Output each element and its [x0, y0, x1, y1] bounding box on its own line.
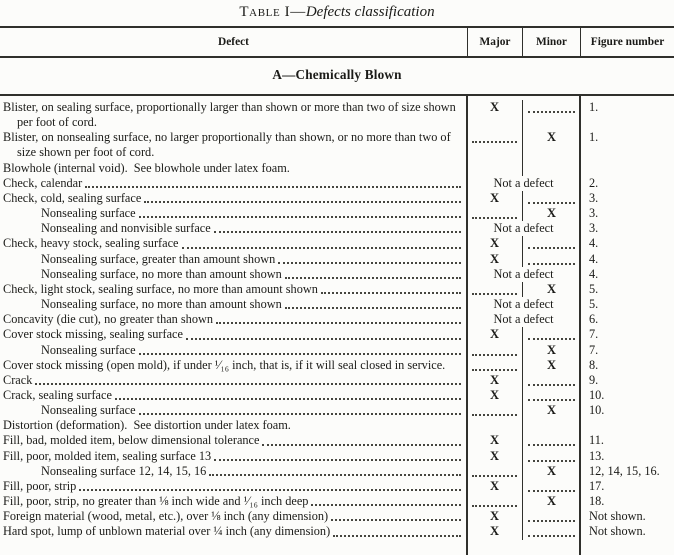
table-row — [0, 161, 674, 176]
defect-cell — [0, 221, 467, 236]
figure-cell: Not shown. — [589, 524, 646, 539]
defect-cell — [0, 282, 467, 297]
table-row — [0, 433, 674, 448]
minor-cell — [522, 191, 580, 206]
table-row — [0, 191, 674, 206]
dotted-leader — [472, 343, 517, 356]
x-mark: X — [489, 372, 500, 387]
x-mark: X — [489, 327, 500, 342]
dotted-leader — [216, 322, 461, 324]
major-cell — [467, 373, 522, 388]
dotted-leader — [528, 100, 575, 113]
table-row — [0, 479, 674, 494]
figure-cell: 2. — [589, 175, 599, 190]
defect-label: Concavity (die cut), no greater than shown — [3, 312, 214, 327]
dotted-leader — [528, 433, 575, 446]
dotted-leader — [144, 201, 461, 203]
defect-label: Cover stock missing, sealing surface — [3, 327, 183, 342]
defect-label: Nonsealing surface — [41, 342, 136, 357]
not-a-defect-cell: Not a defect — [493, 175, 554, 190]
major-cell — [467, 343, 522, 358]
dotted-leader — [472, 464, 517, 477]
figure-cell: 11. — [589, 433, 604, 448]
dotted-leader — [79, 489, 461, 491]
dotted-leader — [333, 535, 461, 537]
x-mark: X — [546, 403, 557, 418]
table-row — [0, 373, 674, 388]
defect-cell — [0, 297, 467, 312]
defect-label: Fill, poor, strip — [3, 478, 77, 493]
dotted-leader — [331, 519, 461, 521]
column-header-defect: Defect — [218, 36, 249, 48]
figure-cell: 4. — [589, 251, 599, 266]
table-row — [0, 312, 674, 327]
minor-cell — [522, 509, 580, 524]
x-mark: X — [546, 130, 557, 145]
figure-cell: 12, 14, 15, 16. — [589, 463, 660, 478]
table-row — [0, 418, 674, 433]
figure-cell: Not shown. — [589, 509, 646, 524]
divider — [0, 56, 674, 58]
major-cell — [467, 464, 522, 479]
dotted-leader — [214, 459, 461, 461]
dotted-leader — [85, 186, 461, 188]
table-row — [0, 343, 674, 358]
defect-label: Fill, poor, strip, no greater than ⅛ inch wide and ¹⁄₁₆ inch deep — [3, 494, 309, 509]
x-mark: X — [489, 190, 500, 205]
major-cell — [467, 282, 522, 297]
defect-cell: Cover stock missing (open mold), if under ¹⁄₁₆ inch, that is, if it will seal closed in service. — [3, 357, 446, 372]
major-cell — [467, 358, 522, 373]
dotted-leader — [528, 388, 575, 401]
defect-label: Fill, bad, molded item, below dimensional tolerance — [3, 433, 260, 448]
figure-cell: 13. — [589, 448, 605, 463]
defect-cell: Blister, on sealing surface, proportionally larger than shown or more than two of size shown per foot of cord. — [3, 100, 459, 130]
x-mark: X — [489, 509, 500, 524]
not-a-defect-cell: Not a defect — [493, 266, 554, 281]
column-header-major: Major — [467, 28, 522, 56]
figure-cell: 9. — [589, 372, 599, 387]
defect-label: Nonsealing surface — [41, 403, 136, 418]
table-row — [0, 236, 674, 251]
not-a-defect-cell: Not a defect — [493, 297, 554, 312]
minor-cell — [522, 433, 580, 448]
table-row — [0, 221, 674, 236]
minor-cell — [522, 524, 580, 539]
minor-cell — [522, 161, 580, 176]
defect-cell — [0, 373, 467, 388]
minor-cell — [522, 358, 580, 373]
major-cell — [467, 418, 522, 433]
defect-cell — [0, 494, 467, 509]
dotted-leader — [472, 403, 517, 416]
dotted-leader — [182, 247, 461, 249]
defect-label: Nonsealing surface, no more than amount shown — [41, 297, 282, 312]
defect-label: Foreign material (wood, metal, etc.), over ⅛ inch (any dimension) — [3, 509, 329, 524]
table-row — [0, 206, 674, 221]
dotted-leader — [214, 231, 461, 233]
x-mark: X — [489, 478, 500, 493]
dotted-leader — [528, 327, 575, 340]
minor-cell — [522, 403, 580, 418]
minor-cell — [522, 343, 580, 358]
defect-cell: Distortion (deformation). See distortion under latex foam. — [3, 418, 291, 433]
major-cell — [467, 206, 522, 221]
defect-cell — [0, 191, 467, 206]
table-row — [0, 297, 674, 312]
figure-cell: 5. — [589, 297, 599, 312]
major-cell — [467, 509, 522, 524]
figure-cell: 8. — [589, 357, 599, 372]
defect-label: Check, heavy stock, sealing surface — [3, 236, 179, 251]
defect-cell — [0, 479, 467, 494]
figure-cell: 5. — [589, 281, 599, 296]
figure-cell: 10. — [589, 403, 605, 418]
minor-cell — [522, 130, 580, 160]
dotted-leader — [528, 479, 575, 492]
defect-cell — [0, 509, 467, 524]
figure-cell: 7. — [589, 342, 599, 357]
major-cell — [467, 449, 522, 464]
minor-cell — [522, 388, 580, 403]
major-cell — [467, 161, 522, 176]
dotted-leader — [311, 504, 461, 506]
column-header-minor: Minor — [522, 28, 580, 56]
table-body — [0, 96, 674, 555]
defect-cell — [0, 449, 467, 464]
table-row — [0, 100, 674, 130]
major-cell — [467, 403, 522, 418]
defect-cell — [0, 343, 467, 358]
defect-label: Nonsealing surface, greater than amount shown — [41, 251, 276, 266]
dotted-leader — [139, 413, 461, 415]
major-cell — [467, 236, 522, 251]
dotted-leader — [472, 358, 517, 371]
figure-cell: 3. — [589, 190, 599, 205]
major-cell — [467, 130, 522, 160]
defect-cell — [0, 433, 467, 448]
defect-cell — [0, 388, 467, 403]
defect-label: Nonsealing and nonvisible surface — [41, 221, 211, 236]
defect-label: Crack, sealing surface — [3, 387, 112, 402]
defect-cell — [0, 267, 467, 282]
minor-cell — [522, 252, 580, 267]
table-row — [0, 267, 674, 282]
table-row — [0, 252, 674, 267]
figure-cell: 17. — [589, 478, 605, 493]
x-mark: X — [489, 433, 500, 448]
defect-cell — [0, 252, 467, 267]
major-cell — [467, 327, 522, 342]
defect-label: Crack — [3, 372, 33, 387]
figure-cell: 18. — [589, 494, 605, 509]
minor-cell — [522, 464, 580, 479]
dotted-leader — [472, 206, 517, 219]
figure-cell: 3. — [589, 206, 599, 221]
figure-cell: 1. — [589, 100, 599, 114]
defect-label: Nonsealing surface — [41, 206, 136, 221]
defect-label: Check, calendar — [3, 175, 83, 190]
table-row — [0, 509, 674, 524]
table-row — [0, 388, 674, 403]
defect-cell — [0, 524, 467, 539]
defect-cell — [0, 403, 467, 418]
major-cell — [467, 494, 522, 509]
dotted-leader — [35, 383, 461, 385]
x-mark: X — [546, 342, 557, 357]
table-body-rows — [0, 100, 674, 540]
not-a-defect-cell: Not a defect — [493, 312, 554, 327]
dotted-leader — [472, 130, 517, 143]
minor-cell — [522, 494, 580, 509]
dotted-leader — [528, 191, 575, 204]
minor-cell — [522, 479, 580, 494]
column-header-figure: Figure number — [580, 28, 674, 56]
major-cell — [467, 524, 522, 539]
minor-cell — [522, 449, 580, 464]
defect-cell — [0, 206, 467, 221]
dotted-leader — [528, 449, 575, 462]
major-cell — [467, 433, 522, 448]
minor-cell — [522, 100, 580, 130]
defect-cell — [0, 312, 467, 327]
dotted-leader — [528, 373, 575, 386]
dotted-leader — [285, 307, 461, 309]
dotted-leader — [115, 398, 461, 400]
dotted-leader — [321, 292, 461, 294]
figure-cell: 6. — [589, 312, 599, 327]
dotted-leader — [278, 262, 461, 264]
defect-label: Hard spot, lump of unblown material over ¼ inch (any dimension) — [3, 524, 331, 539]
defect-label: Nonsealing surface, no more than amount shown — [41, 266, 282, 281]
minor-cell — [522, 373, 580, 388]
table-title — [0, 1, 674, 25]
defect-label: Check, light stock, sealing surface, no more than amount shown — [3, 281, 318, 296]
minor-cell — [522, 327, 580, 342]
dotted-leader — [186, 338, 461, 340]
x-mark: X — [546, 463, 557, 478]
x-mark: X — [546, 206, 557, 221]
x-mark: X — [489, 251, 500, 266]
table-row — [0, 176, 674, 191]
x-mark: X — [489, 236, 500, 251]
dotted-leader — [472, 282, 517, 295]
defect-label: Check, cold, sealing surface — [3, 190, 142, 205]
dotted-leader — [285, 277, 461, 279]
defect-cell — [0, 464, 467, 479]
table-title-prefix: Table I— — [239, 4, 306, 20]
x-mark: X — [546, 281, 557, 296]
table-row — [0, 494, 674, 509]
minor-cell — [522, 282, 580, 297]
figure-cell: 7. — [589, 327, 599, 342]
dotted-leader — [139, 353, 461, 355]
figure-cell: 3. — [589, 221, 599, 236]
table-row — [0, 282, 674, 297]
figure-cell: 1. — [589, 130, 599, 145]
major-cell — [467, 252, 522, 267]
table-row — [0, 403, 674, 418]
column-rule — [579, 96, 581, 555]
defect-label: Fill, poor, molded item, sealing surface 13 — [3, 448, 212, 463]
dotted-leader — [139, 216, 461, 218]
figure-cell: 10. — [589, 387, 605, 402]
x-mark: X — [489, 387, 500, 402]
dotted-leader — [528, 236, 575, 249]
defect-cell — [0, 176, 467, 191]
minor-cell — [522, 206, 580, 221]
x-mark: X — [489, 100, 500, 114]
table-row — [0, 464, 674, 479]
dotted-leader — [528, 509, 575, 522]
figure-cell — [580, 418, 674, 433]
not-a-defect-cell: Not a defect — [493, 221, 554, 236]
figure-cell: 4. — [589, 236, 599, 251]
minor-cell — [522, 236, 580, 251]
dotted-leader — [528, 524, 575, 537]
x-mark: X — [489, 524, 500, 539]
column-rule — [466, 96, 468, 555]
defect-cell: Blister, on nonsealing surface, no larger proportionally than shown, or no more than two of size shown per foot of cord. — [3, 130, 454, 160]
major-cell — [467, 100, 522, 130]
major-cell — [467, 388, 522, 403]
table-row — [0, 358, 674, 373]
x-mark: X — [546, 357, 557, 372]
table-header — [0, 28, 674, 56]
defect-cell — [0, 236, 467, 251]
defect-label: Nonsealing surface 12, 14, 15, 16 — [41, 463, 207, 478]
table-title-italic: Defects classification — [305, 4, 435, 20]
x-mark: X — [489, 448, 500, 463]
table-row — [0, 449, 674, 464]
defect-cell: Blowhole (internal void). See blowhole under latex foam. — [3, 160, 290, 175]
table-row — [0, 327, 674, 342]
dotted-leader — [528, 252, 575, 265]
defect-cell — [0, 327, 467, 342]
dotted-leader — [472, 494, 517, 507]
table-row — [0, 524, 674, 539]
figure-cell — [580, 161, 674, 176]
dotted-leader — [262, 444, 461, 446]
figure-cell: 4. — [589, 266, 599, 281]
x-mark: X — [546, 494, 557, 509]
table-row — [0, 130, 674, 160]
section-heading: A—Chemically Blown — [272, 67, 402, 82]
major-cell — [467, 479, 522, 494]
minor-cell — [522, 418, 580, 433]
major-cell — [467, 191, 522, 206]
dotted-leader — [209, 474, 461, 476]
